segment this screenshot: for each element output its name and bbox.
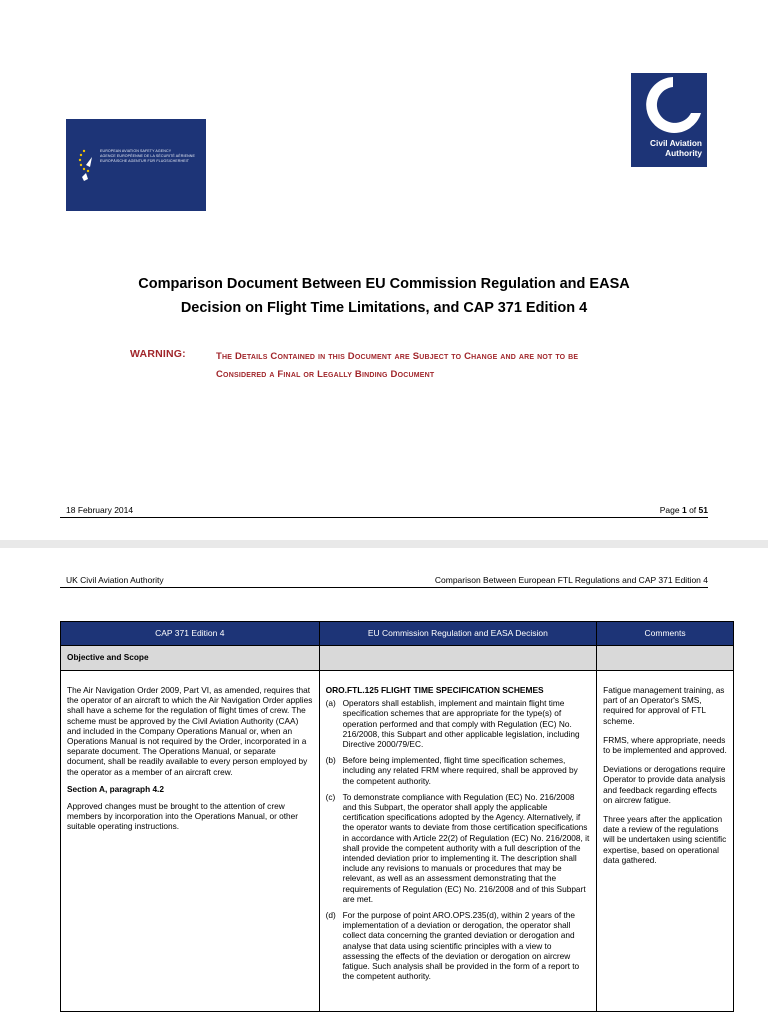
footer-rule [60,517,708,518]
caa-logo-text [636,139,702,158]
eu-stars-icon [76,147,96,183]
cap-paragraph: The Air Navigation Order 2009, Part VI, as amended, requires that the operator of an aircraft to which the Air Navigation Order applies shall have a scheme for the regulation of flight times of crew. The scheme must be approved by the Civil Aviation Authority (CAA) and included in the Company Operations Manual or, when an Operations Manual is not required by the Order, incorporated in a separate document. The Operations Manual, or separate document, shall be readily available to every person employed by the operator as a member of an aircraft crew. [67,685,313,777]
page-divider [0,540,768,548]
document-title [60,272,708,320]
column-header: EU Commission Regulation and EASA Decision [319,622,597,646]
comment-paragraph: Fatigue management training, as part of an Operator's SMS, required for approval of FTL scheme. [603,685,725,726]
title-line-2: Decision on Flight Time Limitations, and CAP 371 Edition 4 [180,300,588,316]
easa-line: EUROPÄISCHE AGENTUR FÜR FLUGSICHERHEIT [100,159,190,163]
eu-cell [319,671,597,1012]
comment-paragraph: Deviations or derogations require Operator to provide data analysis and feedback regarding effects on aircrew fatigue. [603,764,726,805]
page-current: 1 [681,505,687,515]
header-organization: UK Civil Aviation Authority [66,575,164,585]
easa-line: AGENCE EUROPÉENNE DE LA SÉCURITÉ AÉRIENNE [100,154,195,158]
item-text: Before being implemented, flight time specification schemes, including any related FRM where required, shall be approved by the competent authority. [342,755,578,786]
header-rule [60,587,708,588]
item-text: To demonstrate compliance with Regulation (EC) No. 216/2008 and this Subpart, the operator shall apply the applicable certification specifications adopted by the Agency. Alternatively, if the operator wants to deviate from those certification specifications in accordance with Article 22(2) of Regulation (EC) No. 216/2008, it shall provide the competent authority with a full description of the intended deviation prior to implementing it. The description shall include any revisions to manuals or procedures that may be relevant, as well as an assessment demonstrating that the requirements of Regulation (EC) No. 216/2008 and of this Subpart are met. [342,791,590,904]
column-header: CAP 371 Edition 4 [61,622,320,646]
comments-cell [597,671,734,1012]
item-label: (a) [325,698,336,709]
page-number [660,505,708,515]
warning-line-1: The Details Contained in this Document are Subject to Change and are not to be [216,351,579,362]
easa-line: EUROPEAN AVIATION SAFETY AGENCY [100,149,172,153]
cap-paragraph: Approved changes must be brought to the attention of crew members by incorporation into the Operations Manual, or other suitable operating instructions. [67,801,299,832]
section-blank-cell [319,646,597,671]
table-header-row [61,622,734,646]
comment-paragraph: Three years after the application date a review of the regulations will be undertaken using scientific expertise, based on operational data gathered. [603,814,727,865]
item-label: (c) [325,791,336,802]
item-text: For the purpose of point ARO.OPS.235(d), within 2 years of the implementation of a deviation or derogation, the operator shall collect data concerning the granted deviation or derogation and analyse that data using scientific principles with a view to assessing the effects of the deviation or derogation on aircrew fatigue. Such analysis shall be provided in the form of a report to the competent authority. [342,910,580,982]
page-total: 51 [698,505,708,515]
item-label: (b) [325,755,336,766]
eu-heading: ORO.FTL.125 FLIGHT TIME SPECIFICATION SCHEMES [325,685,544,695]
page-of: of [686,505,699,515]
eu-item [326,755,591,786]
comparison-table [60,621,734,1012]
column-header: Comments [597,622,734,646]
easa-logo-text [100,149,195,164]
item-text: Operators shall establish, implement and maintain flight time specification schemes that are appropriate for the type(s) of operation performed and that comply with Regulation (EC) No. 216/2008, this Subpart and other applicable legislation, including Directive 2000/79/EC. [342,698,580,750]
section-title: Objective and Scope [61,646,320,671]
caa-line: Civil Aviation [650,138,702,148]
table-row [61,671,734,1012]
section-row [61,646,734,671]
warning-line-2: Considered a Final or Legally Binding Document [216,369,435,380]
cap-subheading: Section A, paragraph 4.2 [67,783,164,794]
eu-item [326,792,591,904]
footer-date: 18 February 2014 [66,505,134,515]
page-prefix: Page [659,505,682,515]
eu-item [326,910,591,981]
header-document-name: Comparison Between European FTL Regulations and CAP 371 Edition 4 [434,575,708,585]
item-label: (d) [325,910,336,921]
title-line-1: Comparison Document Between EU Commission Regulation and EASA [138,276,630,292]
caa-logo [631,73,707,167]
caa-line: Authority [665,147,702,158]
section-blank-cell [597,646,734,671]
warning-text [216,348,686,384]
comment-paragraph: FRMS, where appropriate, needs to be implemented and approved. [603,734,727,756]
easa-logo [66,119,206,211]
eu-item [326,698,591,749]
warning-label: WARNING: [130,348,186,360]
cap-cell [61,671,320,1012]
